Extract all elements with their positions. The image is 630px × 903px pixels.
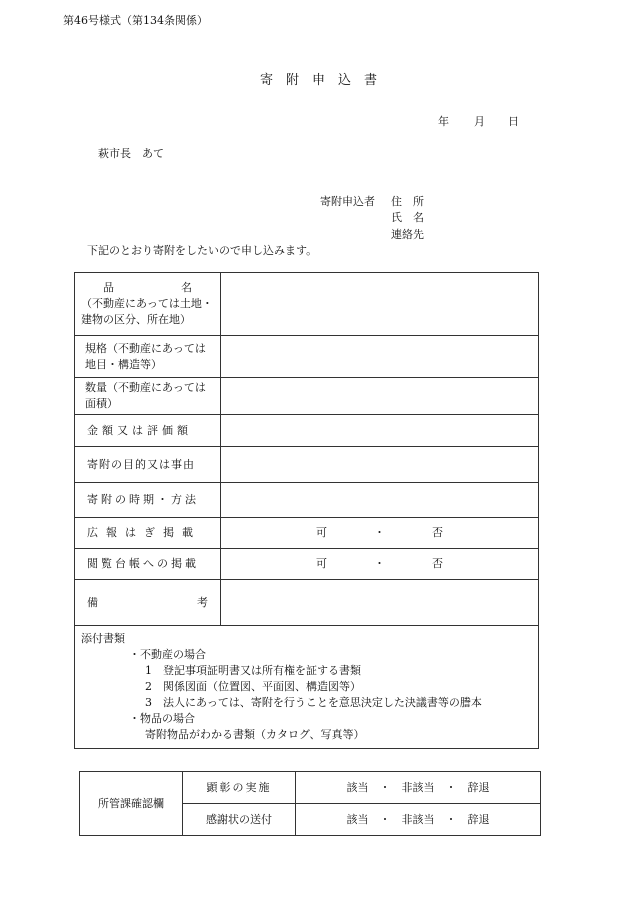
item-name-tail: 名 bbox=[181, 281, 192, 295]
form-id: 第46号様式（第134条関係） bbox=[63, 14, 208, 27]
confirm-row2-label: 感謝状の送付 bbox=[183, 804, 296, 836]
timing-label: 寄附の時期・方法 bbox=[75, 483, 221, 518]
item-name-note: （不動産にあっては土地・建物の区分、所在地） bbox=[81, 297, 213, 326]
confirm-row1-label: 顕彰の実施 bbox=[183, 772, 296, 804]
remarks-label bbox=[75, 580, 221, 626]
realestate-item-3: 3 法人にあっては、寄附を行うことを意思決定した決議書等の謄本 bbox=[145, 695, 482, 709]
confirm-row1-choices[interactable]: 該当 ・ 非該当 ・ 辞退 bbox=[296, 772, 541, 804]
remarks-field[interactable] bbox=[221, 580, 539, 626]
item-name-label bbox=[75, 273, 221, 336]
realestate-item-2: 2 関係図面（位置図、平面図、構造図等） bbox=[145, 679, 361, 693]
date-month: 月 bbox=[474, 115, 485, 128]
ledger-option-yes[interactable]: 可 bbox=[316, 557, 327, 571]
item-name-field[interactable] bbox=[221, 273, 539, 336]
name-label: 氏 名 bbox=[391, 211, 424, 224]
purpose-label: 寄附の目的又は事由 bbox=[75, 447, 221, 483]
goods-item: 寄附物品がわかる書類（カタログ、写真等） bbox=[145, 727, 365, 741]
remarks-head: 備 bbox=[87, 595, 98, 609]
pr-option-yes[interactable]: 可 bbox=[316, 526, 327, 540]
date-year: 年 bbox=[438, 115, 449, 128]
quantity-field[interactable] bbox=[221, 378, 539, 415]
page-title: 寄 附 申 込 書 bbox=[260, 73, 378, 88]
item-name-head: 品 bbox=[103, 281, 114, 295]
pr-label: 広報はぎ掲載 bbox=[75, 518, 221, 549]
spec-label: 規格（不動産にあっては地目・構造等） bbox=[75, 336, 221, 378]
spec-field[interactable] bbox=[221, 336, 539, 378]
ledger-options bbox=[221, 549, 539, 580]
date-day: 日 bbox=[508, 115, 519, 128]
attachments-title: 添付書類 bbox=[81, 632, 125, 645]
confirm-label: 所管課確認欄 bbox=[80, 772, 183, 836]
remarks-tail: 考 bbox=[197, 595, 208, 609]
amount-field[interactable] bbox=[221, 415, 539, 447]
amount-label: 金額又は評価額 bbox=[75, 415, 221, 447]
ledger-option-no[interactable]: 否 bbox=[432, 557, 443, 571]
timing-field[interactable] bbox=[221, 483, 539, 518]
attachments-section bbox=[75, 626, 539, 749]
application-table bbox=[74, 272, 539, 749]
intro-text: 下記のとおり寄附をしたいので申し込みます。 bbox=[87, 244, 318, 257]
realestate-heading: ・不動産の場合 bbox=[129, 647, 206, 661]
realestate-item-1: 1 登記事項証明書又は所有権を証する書類 bbox=[145, 663, 361, 677]
quantity-label: 数量（不動産にあっては面積） bbox=[75, 378, 221, 415]
applicant-label: 寄附申込者 bbox=[320, 195, 375, 208]
pr-option-no[interactable]: 否 bbox=[432, 526, 443, 540]
goods-heading: ・物品の場合 bbox=[129, 711, 195, 725]
ledger-label: 閲覧台帳への掲載 bbox=[75, 549, 221, 580]
address-label: 住 所 bbox=[391, 195, 424, 208]
confirm-row2-choices[interactable]: 該当 ・ 非該当 ・ 辞退 bbox=[296, 804, 541, 836]
addressee: 萩市長 あて bbox=[98, 147, 164, 160]
pr-options bbox=[221, 518, 539, 549]
contact-label: 連絡先 bbox=[391, 228, 424, 241]
purpose-field[interactable] bbox=[221, 447, 539, 483]
pr-option-separator: ・ bbox=[374, 526, 385, 540]
ledger-option-separator: ・ bbox=[374, 557, 385, 571]
confirmation-table bbox=[79, 771, 541, 836]
